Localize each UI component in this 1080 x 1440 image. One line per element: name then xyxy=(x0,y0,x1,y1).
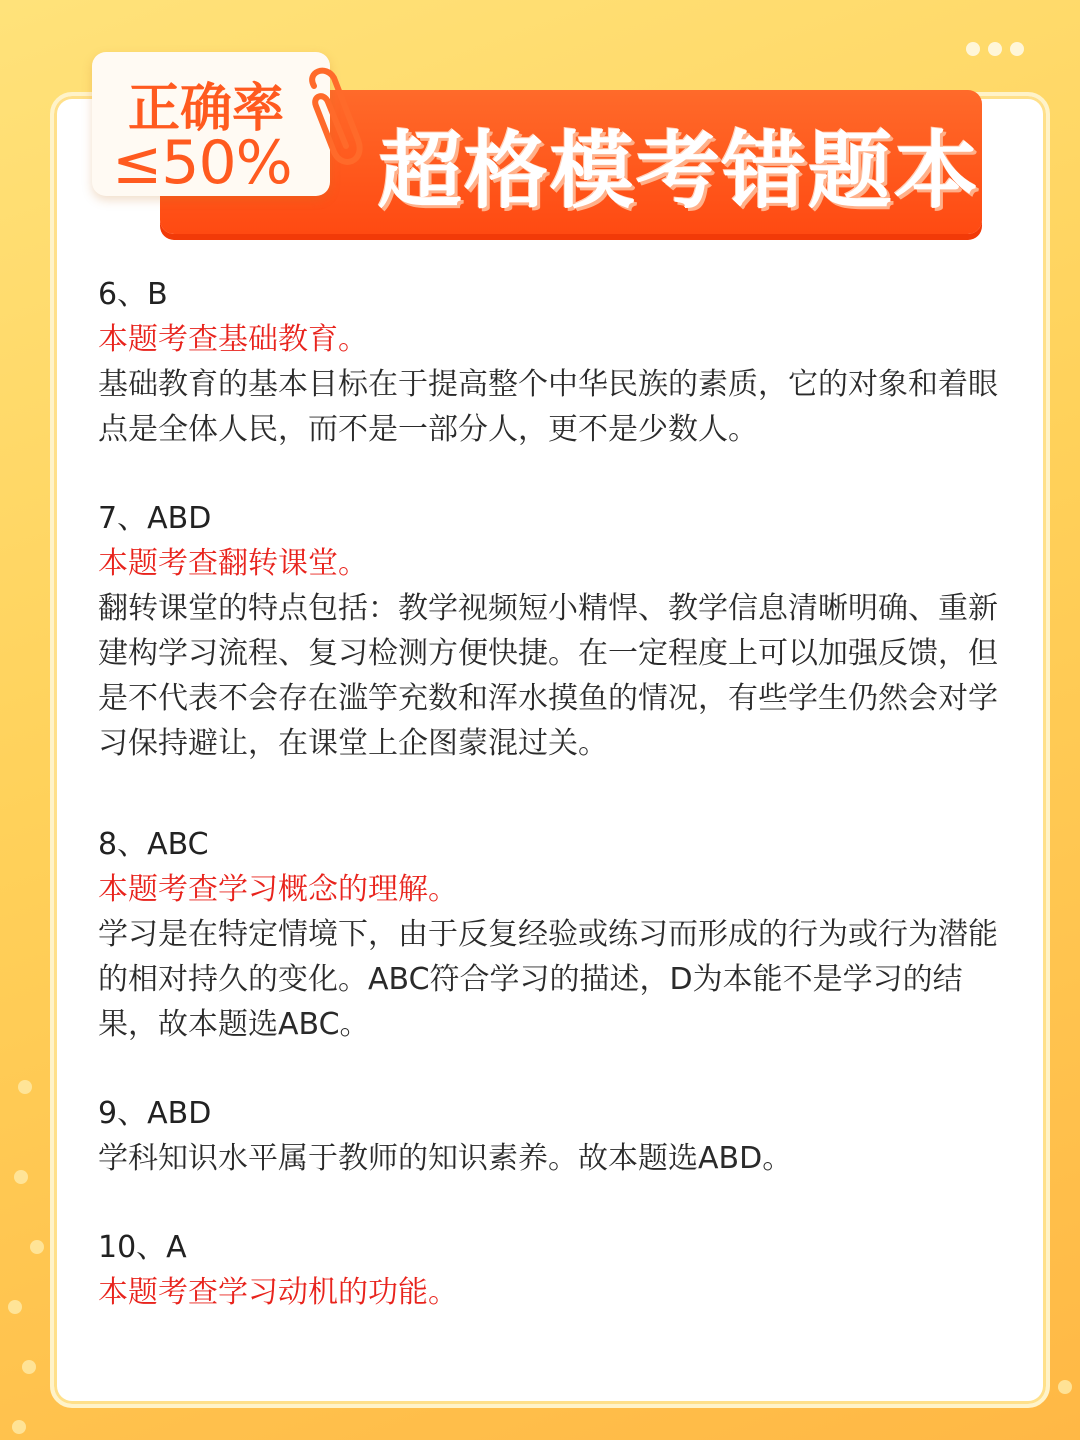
more-dots-icon xyxy=(966,42,1024,56)
answer-key: 8、ABC xyxy=(98,827,209,862)
answer-item xyxy=(98,272,1008,452)
answer-key: 6、B xyxy=(98,277,168,312)
badge-label: 正确率 xyxy=(128,79,285,139)
explanation: 学习是在特定情境下，由于反复经验或练习而形成的行为或行为潜能的相对持久的变化。ABC符合学习的描述，D为本能不是学习的结果，故本题选ABC。 xyxy=(98,917,998,1042)
topic-line: 本题考查翻转课堂。 xyxy=(98,546,368,581)
badge-value: ≤50% xyxy=(112,128,292,198)
explanation: 基础教育的基本目标在于提高整个中华民族的素质，它的对象和着眼点是全体人民，而不是一部分人，更不是少数人。 xyxy=(98,367,998,447)
topic-line: 本题考查学习动机的功能。 xyxy=(98,1275,458,1310)
page-title: 超格模考错题本 xyxy=(378,122,981,220)
answer-item xyxy=(98,822,1008,1047)
explanation: 学科知识水平属于教师的知识素养。故本题选ABD。 xyxy=(98,1141,793,1176)
answer-list xyxy=(98,272,1008,1359)
paperclip-icon xyxy=(296,66,366,176)
answer-item xyxy=(98,1091,1008,1181)
answer-key: 9、ABD xyxy=(98,1096,212,1131)
topic-line: 本题考查基础教育。 xyxy=(98,322,368,357)
answer-item xyxy=(98,496,1008,766)
topic-line: 本题考查学习概念的理解。 xyxy=(98,872,458,907)
answer-item xyxy=(98,1225,1008,1315)
answer-key: 7、ABD xyxy=(98,501,212,536)
explanation: 翻转课堂的特点包括：教学视频短小精悍、教学信息清晰明确、重新建构学习流程、复习检测方便快捷。在一定程度上可以加强反馈，但是不代表不会存在滥竽充数和浑水摸鱼的情况，有些学生仍然会对学习保持避让，在课堂上企图蒙混过关。 xyxy=(98,591,998,761)
answer-key: 10、A xyxy=(98,1230,187,1265)
